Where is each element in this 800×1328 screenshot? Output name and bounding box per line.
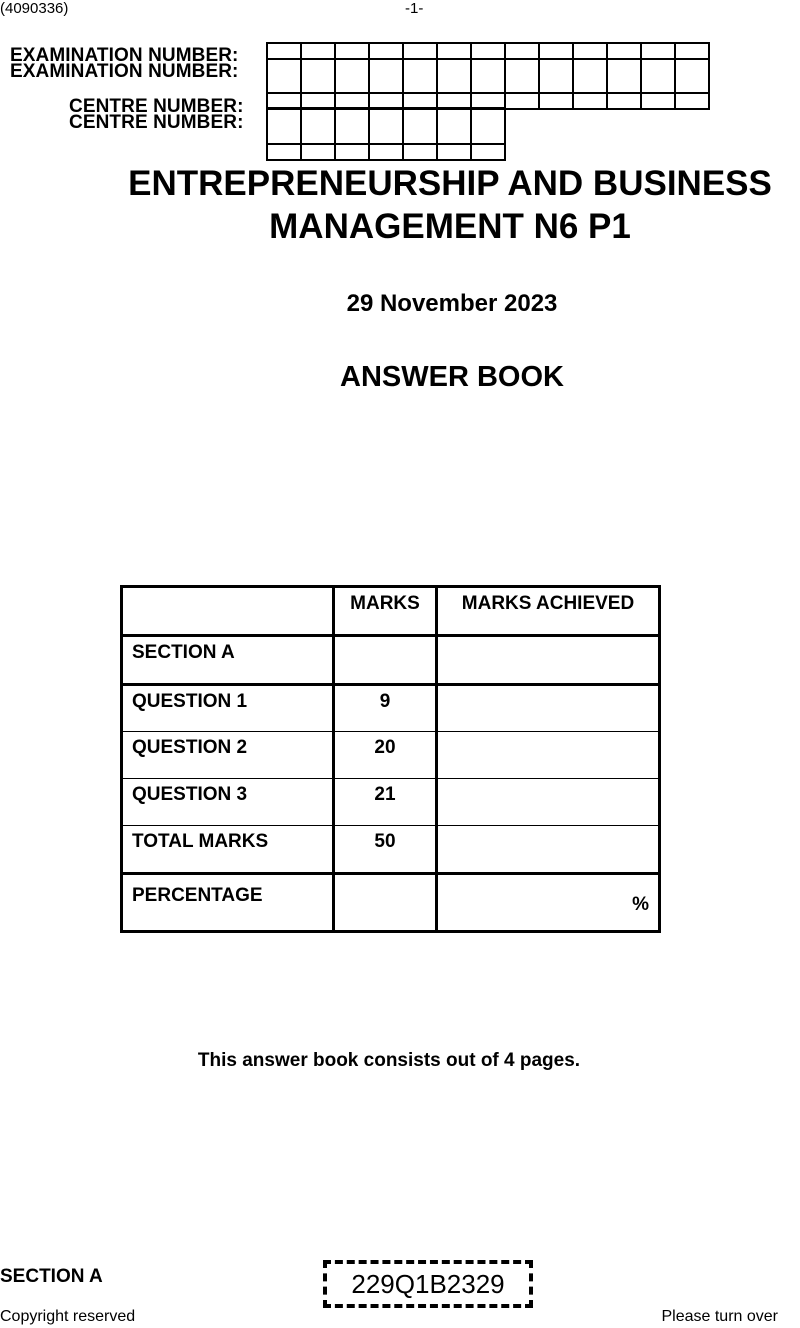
footer-turn-over: Please turn over [661,1308,778,1325]
pages-note: This answer book consists out of 4 pages. [197,1050,581,1071]
footer-copyright: Copyright reserved [0,1308,136,1325]
exam-digit-box[interactable] [607,59,641,93]
table-row [122,636,660,685]
row-marks: 50 [334,826,437,874]
table-row [122,874,660,932]
exam-digit-box[interactable] [675,43,709,59]
row-marks: 21 [334,779,437,826]
exam-digit-box[interactable] [641,43,675,59]
table-row [122,685,660,732]
exam-digit-box[interactable] [539,59,573,93]
exam-digit-box[interactable] [675,59,709,93]
header-cell-marks: MARKS [334,587,437,636]
centre-digit-box[interactable] [267,144,301,160]
row-achieved[interactable] [437,779,660,826]
exam-digit-box[interactable] [505,93,539,109]
table-header-row [122,587,660,636]
exam-date: 29 November 2023 [346,290,558,317]
row-achieved-percentage[interactable]: % [437,874,660,932]
exam-digit-box[interactable] [607,93,641,109]
examination-number-grid [266,42,710,110]
exam-digit-box[interactable] [437,43,471,59]
centre-digit-box[interactable] [301,108,335,144]
row-label: QUESTION 1 [122,685,334,732]
exam-digit-box[interactable] [301,43,335,59]
exam-digit-box[interactable] [539,93,573,109]
table-row [122,826,660,874]
centre-digit-box[interactable] [301,144,335,160]
exam-digit-box[interactable] [369,59,403,93]
row-label: SECTION A [122,636,334,685]
exam-digit-box[interactable] [267,43,301,59]
exam-digit-box[interactable] [505,43,539,59]
row-label: QUESTION 3 [122,779,334,826]
row-label: PERCENTAGE [122,874,334,932]
exam-digit-box[interactable] [505,59,539,93]
row-achieved[interactable] [437,732,660,779]
exam-digit-box[interactable] [471,43,505,59]
row-achieved[interactable] [437,636,660,685]
examination-number-label-shadow: EXAMINATION NUMBER: [10,61,239,82]
exam-digit-box[interactable] [641,93,675,109]
exam-digit-box[interactable] [539,43,573,59]
exam-digit-box[interactable] [573,93,607,109]
table-row [122,732,660,779]
row-marks [334,874,437,932]
exam-digit-box[interactable] [675,93,709,109]
marks-table [120,585,661,933]
centre-number-label: CENTRE NUMBER: [69,96,244,117]
centre-digit-box[interactable] [437,108,471,144]
document-title [90,162,800,248]
centre-digit-box[interactable] [267,108,301,144]
centre-digit-box[interactable] [335,144,369,160]
exam-digit-box[interactable] [335,43,369,59]
book-type: ANSWER BOOK [340,361,564,393]
exam-digit-box[interactable] [369,43,403,59]
table-row [122,779,660,826]
exam-digit-box[interactable] [437,59,471,93]
section-label: SECTION A [0,1266,103,1287]
exam-digit-box[interactable] [403,43,437,59]
row-label: QUESTION 2 [122,732,334,779]
exam-digit-box[interactable] [607,43,641,59]
exam-digit-box[interactable] [267,59,301,93]
exam-digit-box[interactable] [335,59,369,93]
header-cell-blank [122,587,334,636]
title-line-2: MANAGEMENT N6 P1 [269,207,631,246]
header-cell-marks-achieved: MARKS ACHIEVED [437,587,660,636]
centre-number-grid [266,107,506,161]
centre-digit-box[interactable] [369,144,403,160]
exam-digit-box[interactable] [573,59,607,93]
centre-digit-box[interactable] [437,144,471,160]
barcode-label: 229Q1B2329 [323,1260,533,1308]
row-marks [334,636,437,685]
centre-digit-box[interactable] [403,144,437,160]
row-marks: 20 [334,732,437,779]
exam-digit-box[interactable] [301,59,335,93]
centre-digit-box[interactable] [471,144,505,160]
page-number: -1- [405,0,424,17]
exam-digit-box[interactable] [471,59,505,93]
row-marks: 9 [334,685,437,732]
examination-number-label: EXAMINATION NUMBER: [10,45,239,66]
title-line-1: ENTREPRENEURSHIP AND BUSINESS [128,164,772,203]
centre-number-label-shadow: CENTRE NUMBER: [69,112,244,133]
row-achieved[interactable] [437,826,660,874]
exam-digit-box[interactable] [641,59,675,93]
centre-digit-box[interactable] [369,108,403,144]
row-label: TOTAL MARKS [122,826,334,874]
paper-code: (4090336) [0,0,69,17]
exam-digit-box[interactable] [403,59,437,93]
exam-digit-box[interactable] [573,43,607,59]
centre-digit-box[interactable] [403,108,437,144]
centre-digit-box[interactable] [471,108,505,144]
centre-digit-box[interactable] [335,108,369,144]
row-achieved[interactable] [437,685,660,732]
